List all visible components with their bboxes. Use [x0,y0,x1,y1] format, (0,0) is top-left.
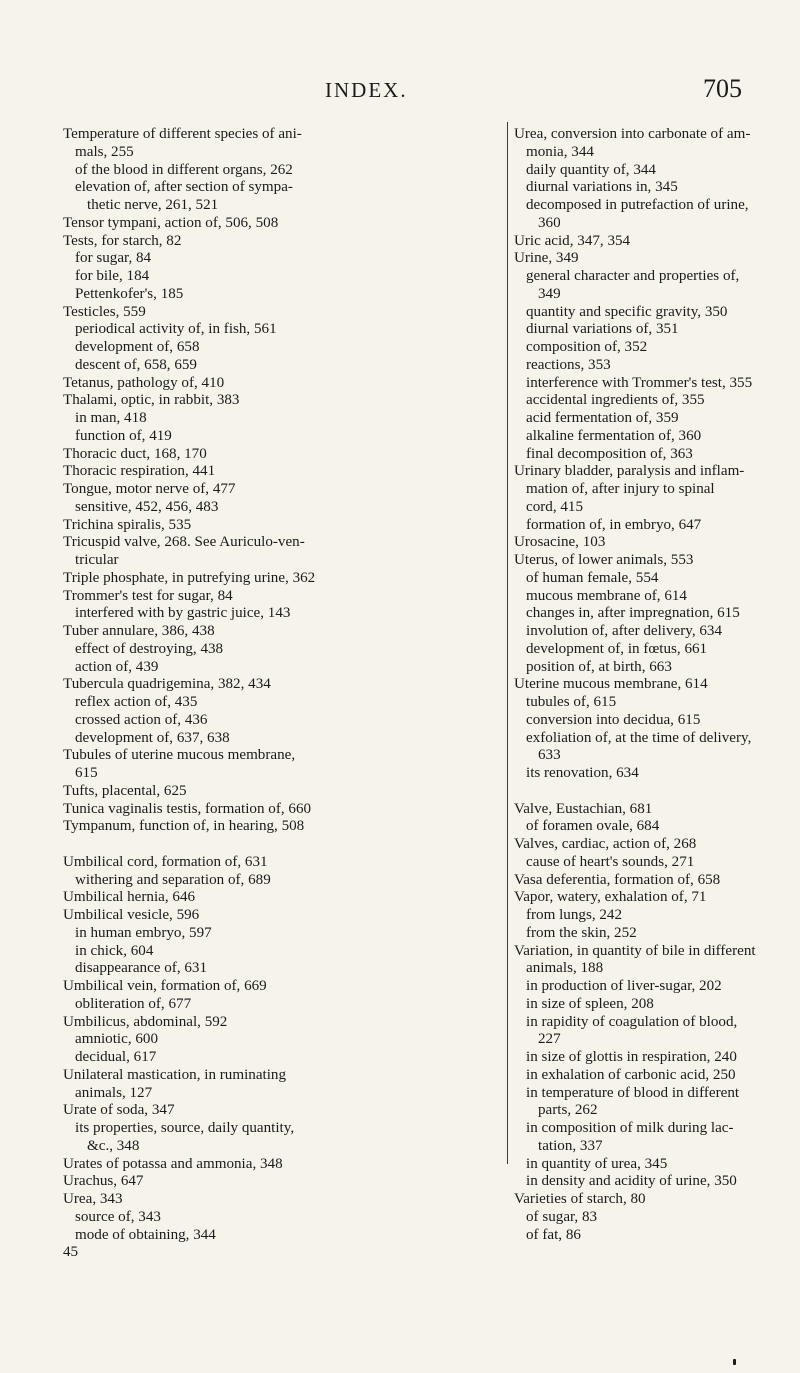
index-entry: Thoracic respiration, 441 [63,463,216,480]
index-subentry: interfered with by gastric juice, 143 [75,605,291,622]
index-subentry: amniotic, 600 [75,1031,159,1048]
index-subentry: monia, 344 [526,143,594,160]
index-subentry: final decomposition of, 363 [526,445,693,462]
index-subentry: for bile, 184 [75,268,150,284]
index-subentry: interference with Trommer's test, 355 [526,374,753,391]
index-entry: Variation, in quantity of bile in different [514,942,756,959]
index-subentry: in composition of milk during lac- [526,1120,734,1136]
index-subentry: accidental ingredients of, 355 [526,392,705,409]
index-subentry: in man, 418 [75,410,147,426]
index-entry: Umbilical vesicle, 596 [63,907,200,923]
index-entry: Trommer's test for sugar, 84 [63,587,233,604]
print-speck [733,1359,736,1365]
index-subentry: of human female, 554 [526,569,659,586]
index-subentry: reflex action of, 435 [75,694,198,710]
index-subentry: general character and properties of, [526,268,740,284]
index-subentry: in rapidity of coagulation of blood, [526,1013,738,1030]
index-subentry: sensitive, 452, 456, 483 [75,498,219,515]
index-column-right [514,126,790,1244]
index-subentry: development of, 637, 638 [75,729,230,746]
index-subentry: 633 [538,747,561,764]
index-subentry: changes in, after impregnation, 615 [526,605,740,622]
section-gap [514,783,790,801]
index-entry: Tympanum, function of, in hearing, 508 [63,818,305,835]
index-entry: Urinary bladder, paralysis and inflam- [514,463,745,480]
index-subentry: mucous membrane of, 614 [526,587,687,604]
index-entry: Trichina spiralis, 535 [63,516,192,533]
index-subentry: in size of glottis in respiration, 240 [526,1049,737,1065]
index-entry: Uterine mucous membrane, 614 [514,676,708,693]
index-entry: Uterus, of lower animals, 553 [514,552,694,568]
index-subentry: elevation of, after section of sympa- [75,179,293,196]
index-entry: Tunica vaginalis testis, formation of, 660 [63,800,312,817]
index-subentry: quantity and specific gravity, 350 [526,303,728,320]
index-entry: Tuber annulare, 386, 438 [63,623,215,639]
index-subentry: of foramen ovale, 684 [526,818,660,835]
index-subentry: of fat, 86 [526,1226,581,1243]
index-subentry: in quantity of urea, 345 [526,1155,668,1172]
index-entry: Vasa deferentia, formation of, 658 [514,871,721,888]
index-subentry: in exhalation of carbonic acid, 250 [526,1066,736,1083]
index-subentry: in human embryo, 597 [75,924,212,941]
index-subentry: tricular [75,552,119,568]
index-subentry: descent of, 658, 659 [75,356,197,373]
index-subentry: withering and separation of, 689 [75,871,271,888]
index-subentry: decomposed in putrefaction of urine, [526,197,749,213]
index-subentry: conversion into decidua, 615 [526,711,701,728]
index-subentry: from lungs, 242 [526,907,623,923]
page-header-title: INDEX. [325,78,408,102]
index-entry: Urosacine, 103 [514,534,606,551]
index-subentry: of sugar, 83 [526,1208,598,1225]
index-subentry: action of, 439 [75,658,159,675]
index-subentry: thetic nerve, 261, 521 [87,197,219,213]
index-entry: Vapor, watery, exhalation of, 71 [514,889,707,906]
index-subentry: 615 [75,765,98,781]
index-entry: Urate of soda, 347 [63,1102,175,1119]
index-subentry: periodical activity of, in fish, 561 [75,321,277,338]
index-entry: Triple phosphate, in putrefying urine, 362 [63,569,316,586]
index-subentry: composition of, 352 [526,339,648,355]
index-entry: Valves, cardiac, action of, 268 [514,836,697,852]
index-entry: Tufts, placental, 625 [63,782,187,799]
index-subentry: tubules of, 615 [526,694,617,710]
index-subentry: cord, 415 [526,498,584,515]
index-entry: Thalami, optic, in rabbit, 383 [63,392,240,409]
index-subentry: diurnal variations of, 351 [526,321,679,338]
index-subentry: source of, 343 [75,1208,161,1225]
page-number: 705 [703,74,742,103]
index-subentry: in size of spleen, 208 [526,995,654,1012]
index-subentry: effect of destroying, 438 [75,640,224,657]
column-divider [507,122,508,1164]
index-subentry: obliteration of, 677 [75,995,192,1012]
index-subentry: mode of obtaining, 344 [75,1226,216,1243]
index-subentry: exfoliation of, at the time of delivery, [526,729,752,746]
index-entry: Urea, conversion into carbonate of am- [514,126,751,142]
index-entry: Umbilical cord, formation of, 631 [63,853,268,870]
index-subentry: in production of liver-sugar, 202 [526,978,722,994]
index-subentry: position of, at birth, 663 [526,658,672,675]
index-subentry: crossed action of, 436 [75,711,208,728]
running-header [0,74,800,110]
index-subentry: of the blood in different organs, 262 [75,161,293,178]
index-entry: Temperature of different species of ani- [63,126,302,142]
index-entry: Thoracic duct, 168, 170 [63,445,207,462]
index-subentry: acid fermentation of, 359 [526,410,679,426]
index-subentry: Pettenkofer's, 185 [75,285,184,302]
index-entry: Unilateral mastication, in ruminating [63,1066,286,1083]
index-subentry: reactions, 353 [526,356,611,373]
index-subentry: in chick, 604 [75,942,154,959]
index-entry: Tests, for starch, 82 [63,232,182,249]
index-subentry: mals, 255 [75,143,134,160]
index-subentry: involution of, after delivery, 634 [526,623,723,639]
index-subentry: its properties, source, daily quantity, [75,1120,295,1136]
index-subentry: function of, 419 [75,427,172,444]
index-subentry: mation of, after injury to spinal [526,481,715,497]
index-subentry: tation, 337 [538,1137,603,1154]
index-subentry: development of, in fœtus, 661 [526,640,708,657]
signature-mark: 45 [63,1244,79,1261]
index-subentry: from the skin, 252 [526,924,637,941]
index-subentry: daily quantity of, 344 [526,161,656,178]
index-subentry: for sugar, 84 [75,250,152,267]
index-entry: Varieties of starch, 80 [514,1191,646,1207]
index-entry: Umbilicus, abdominal, 592 [63,1013,228,1030]
index-entry: Valve, Eustachian, 681 [514,800,653,817]
index-subentry: alkaline fermentation of, 360 [526,427,702,444]
index-entry: Tetanus, pathology of, 410 [63,374,225,391]
index-entry: Tubules of uterine mucous membrane, [63,747,296,764]
index-subentry: 227 [538,1031,561,1048]
index-subentry: animals, 127 [75,1084,153,1101]
index-subentry: animals, 188 [526,960,604,977]
index-subentry: formation of, in embryo, 647 [526,516,702,533]
index-subentry: in temperature of blood in different [526,1084,740,1101]
index-entry: Testicles, 559 [63,303,146,320]
index-subentry: 349 [538,285,561,302]
index-subentry: 360 [538,214,561,231]
index-entry: Tubercula quadrigemina, 382, 434 [63,676,271,693]
index-subentry: decidual, 617 [75,1049,157,1065]
index-entry: Urea, 343 [63,1191,123,1207]
index-entry: Urachus, 647 [63,1173,144,1190]
index-subentry: diurnal variations in, 345 [526,179,678,196]
index-entry: Umbilical vein, formation of, 669 [63,978,267,994]
section-gap [63,836,503,854]
index-entry: Tricuspid valve, 268. See Auriculo-ven- [63,534,305,551]
index-subentry: cause of heart's sounds, 271 [526,853,695,870]
index-subentry: &c., 348 [87,1137,140,1154]
index-column-left [63,126,503,1262]
index-subentry: its renovation, 634 [526,765,639,781]
index-entry: Urine, 349 [514,250,579,267]
index-entry: Uric acid, 347, 354 [514,232,631,249]
index-subentry: development of, 658 [75,339,200,355]
index-subentry: parts, 262 [538,1102,598,1119]
index-subentry: in density and acidity of urine, 350 [526,1173,737,1190]
index-subentry: disappearance of, 631 [75,960,208,977]
index-entry: Tongue, motor nerve of, 477 [63,481,236,497]
index-entry: Urates of potassa and ammonia, 348 [63,1155,283,1172]
index-entry: Umbilical hernia, 646 [63,889,196,906]
index-entry: Tensor tympani, action of, 506, 508 [63,214,279,231]
